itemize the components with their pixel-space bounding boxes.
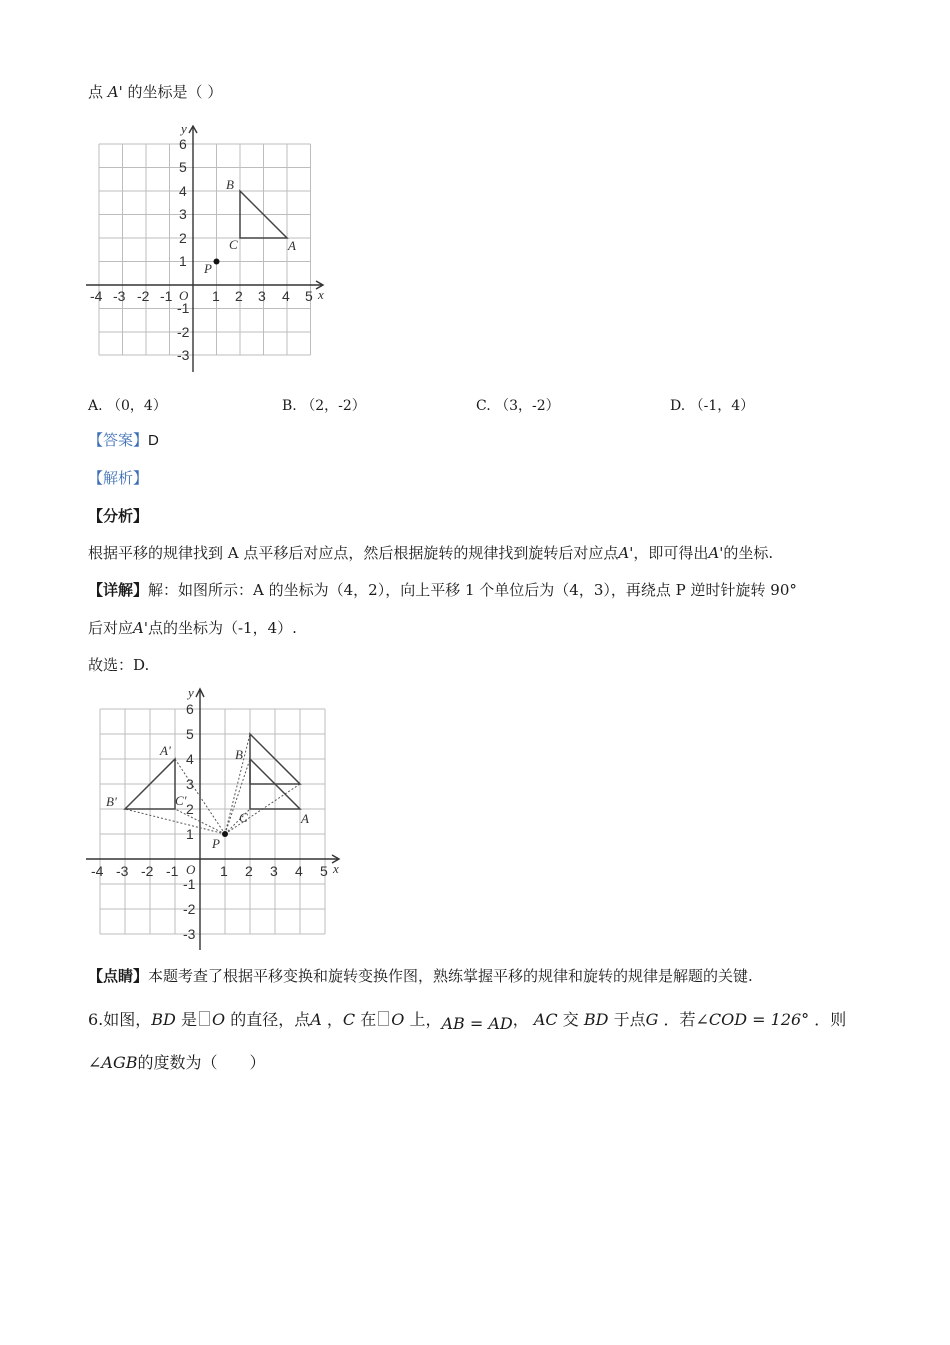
text: ， <box>326 1010 343 1029</box>
var: BD <box>583 1010 609 1029</box>
coordinate-figure-1 <box>84 122 334 378</box>
label-b: B <box>226 177 234 192</box>
text: 上， <box>409 1010 442 1029</box>
detail-line-2 <box>88 618 297 638</box>
var: C <box>342 1010 356 1029</box>
fenxi-label: 【分析】 <box>88 507 149 525</box>
dianjing-line <box>88 966 753 986</box>
text: 于点 <box>613 1010 646 1029</box>
y-tick: -1 <box>183 876 196 892</box>
option-letter: B. <box>282 398 297 414</box>
x-tick: 5 <box>320 863 328 879</box>
prime: ' <box>118 83 123 101</box>
option-letter: C. <box>476 398 491 414</box>
text: ．则 <box>814 1010 847 1029</box>
text: 后对应 <box>88 619 134 637</box>
text: 的坐标. <box>723 544 774 562</box>
text: ，即可得出 <box>633 544 709 562</box>
y-tick: 2 <box>186 801 194 817</box>
y-tick: 6 <box>186 701 194 717</box>
text: 本题考查了根据平移变换和旋转变换作图，熟练掌握平移的规律和旋转的规律是解题的关键. <box>148 967 753 985</box>
y-tick: -2 <box>183 901 196 917</box>
option-value: （2，-2） <box>301 398 366 414</box>
x-axis-label: x <box>318 287 324 302</box>
var: G <box>645 1010 659 1029</box>
x-tick: -1 <box>166 863 179 879</box>
y-tick: 4 <box>179 183 187 199</box>
var: O <box>211 1010 226 1029</box>
y-tick: -1 <box>177 300 190 316</box>
x-tick: 3 <box>258 288 266 304</box>
text: 在 <box>360 1010 377 1029</box>
text: 是 <box>180 1010 197 1029</box>
label-c-prime: C' <box>175 793 187 808</box>
option-letter: D. <box>670 398 686 414</box>
text: 6.如图， <box>88 1010 152 1029</box>
text: 交 <box>562 1010 579 1029</box>
text: 的直径，点 <box>230 1010 311 1029</box>
point-p <box>222 831 228 837</box>
text: 根据平移的规律找到 A 点平移后对应点，然后根据旋转的规律找到旋转后对应点 <box>88 544 619 562</box>
text: 点 <box>88 83 104 101</box>
x-tick: 1 <box>220 863 228 879</box>
x-tick: -2 <box>141 863 154 879</box>
x-tick: 3 <box>270 863 278 879</box>
text: 的度数为（ ） <box>137 1053 266 1072</box>
answer-line <box>88 430 159 451</box>
y-tick: 3 <box>179 206 187 222</box>
var: A' <box>618 544 634 562</box>
text: ， <box>512 1010 529 1029</box>
x-tick: 1 <box>212 288 220 304</box>
label-c: C <box>239 810 248 825</box>
y-tick: 4 <box>186 751 194 767</box>
label-b: B <box>235 747 243 762</box>
option-d[interactable] <box>670 395 754 415</box>
label-a-prime: A' <box>160 743 171 758</box>
x-tick: 4 <box>282 288 290 304</box>
var: A' <box>133 619 148 637</box>
x-tick: 2 <box>235 288 243 304</box>
y-tick: -3 <box>177 347 190 363</box>
fenxi-text <box>88 543 773 563</box>
option-c[interactable] <box>476 395 560 415</box>
text: ．若 <box>663 1010 696 1029</box>
y-tick: 3 <box>186 776 194 792</box>
x-tick: -2 <box>137 288 150 304</box>
origin-label: O <box>186 862 196 877</box>
angle: ∠AGB <box>88 1053 138 1072</box>
option-value: （-1，4） <box>689 398 755 414</box>
label-a: A <box>288 238 296 253</box>
option-a[interactable] <box>88 395 167 415</box>
var: O <box>391 1010 405 1029</box>
x-tick: 2 <box>245 863 253 879</box>
question-6-line-2 <box>88 1053 266 1073</box>
var: BD <box>151 1010 176 1029</box>
y-tick: -2 <box>177 324 190 340</box>
question-6-line-1 <box>88 1010 847 1033</box>
detail-label: 【详解】 <box>88 581 149 599</box>
y-tick: 5 <box>179 159 187 175</box>
angle: ∠COD = 126° <box>695 1010 810 1029</box>
question-tail <box>88 82 222 102</box>
x-tick: -4 <box>91 863 104 879</box>
detail-line-3: 故选：D. <box>88 656 150 674</box>
detail-line-1 <box>88 580 797 600</box>
label-p: P <box>204 261 212 276</box>
y-tick: 2 <box>179 230 187 246</box>
text: 解：如图所示：A 的坐标为（4，2），向上平移 1 个单位后为（4，3），再绕点 P 逆时针旋转 90° <box>148 581 797 599</box>
label-b-prime: B' <box>106 794 117 809</box>
answer-label: 【答案】 <box>88 431 149 449</box>
x-tick: 4 <box>295 863 303 879</box>
origin-label: O <box>179 288 189 303</box>
var: A <box>310 1010 322 1029</box>
answer-value: D <box>148 432 159 449</box>
x-axis-label: x <box>333 861 339 876</box>
x-tick: 5 <box>305 288 313 304</box>
x-tick: -3 <box>113 288 126 304</box>
option-value: （0，4） <box>107 398 167 414</box>
point-a: A <box>107 83 119 101</box>
label-c: C <box>229 237 238 252</box>
y-axis-label: y <box>188 686 194 700</box>
label-p: P <box>212 836 220 851</box>
point-p <box>214 259 220 265</box>
y-tick: -3 <box>183 926 196 942</box>
option-value: （3，-2） <box>495 398 560 414</box>
dianjing-label: 【点睛】 <box>88 967 149 985</box>
x-tick: -1 <box>160 288 173 304</box>
text: 点的坐标为（-1，4）. <box>147 619 297 637</box>
option-letter: A. <box>88 398 103 414</box>
label-a: A <box>301 811 309 826</box>
y-tick: 6 <box>179 136 187 152</box>
text: 的坐标是（ ） <box>127 83 223 101</box>
x-tick: -3 <box>116 863 129 879</box>
y-tick: 1 <box>179 253 187 269</box>
circle-symbol <box>199 1011 210 1026</box>
var: A' <box>708 544 724 562</box>
x-tick: -4 <box>90 288 103 304</box>
option-b[interactable] <box>282 395 366 415</box>
coordinate-figure-2 <box>84 686 346 954</box>
equation: AB = AD <box>441 1014 513 1033</box>
y-axis-label: y <box>181 122 187 136</box>
analysis-label: 【解析】 <box>88 469 149 487</box>
y-tick: 1 <box>186 826 194 842</box>
var: AC <box>533 1010 558 1029</box>
circle-symbol <box>378 1011 389 1026</box>
y-tick: 5 <box>186 726 194 742</box>
